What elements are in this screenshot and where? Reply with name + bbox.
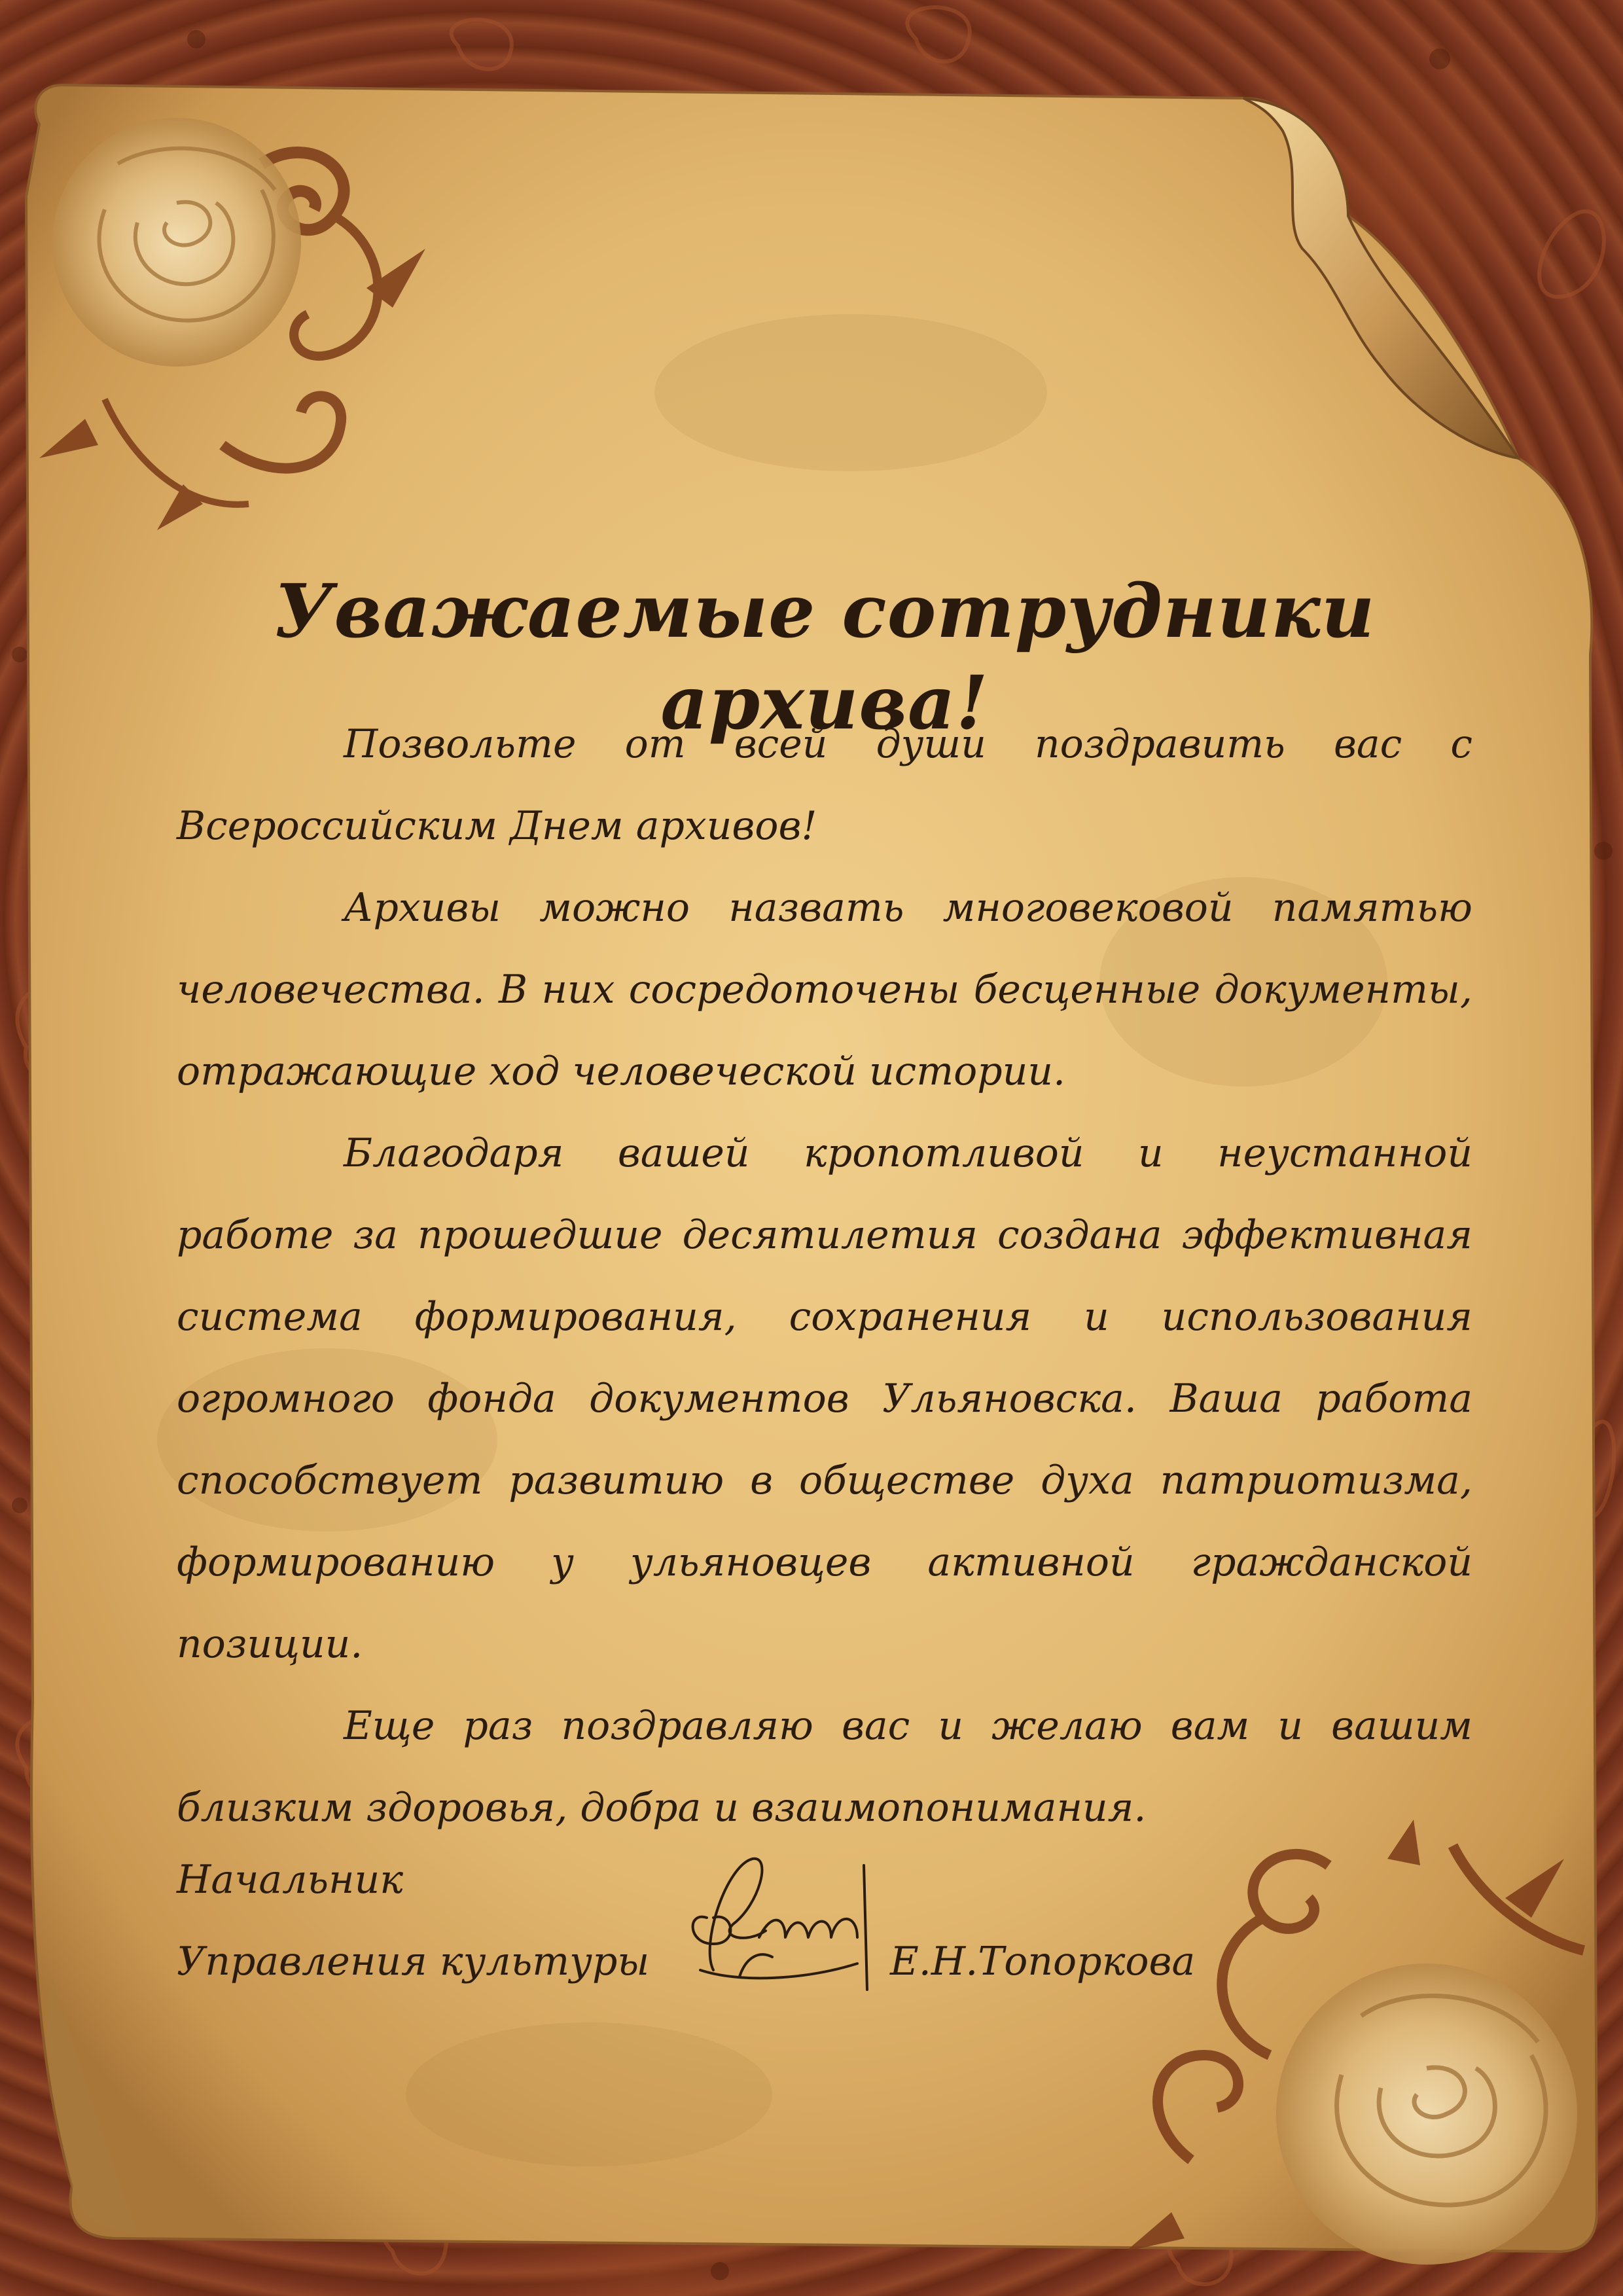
letter-greeting: Уважаемые сотрудники архива!	[274, 569, 1376, 747]
letter-body	[177, 704, 1472, 1849]
signature-block	[177, 1839, 1472, 2036]
signer-department: Управления культуры	[177, 1939, 650, 1984]
letter-paragraph: Благодаря вашей кропотливой и неустанной работе за прошедшие десятилетия создана эффективная система формирования, сохранения и использования огромного фонда документов Ульяновска. Ваша работа способствует развитию в обществе духа патриотизма, формированию у ульяновцев активной гражданской позиции.	[177, 1130, 1472, 1667]
letter-paragraph: Позвольте от всей души поздравить вас с Всероссийским Днем архивов!	[177, 721, 1472, 849]
signer-position: Начальник	[177, 1857, 404, 1903]
handwritten-signature	[661, 1839, 910, 2009]
congratulation-letter	[177, 0, 1472, 2296]
letter-paragraph: Еще раз поздравляю вас и желаю вам и вашим близким здоровья, добра и взаимопонимания.	[177, 1703, 1472, 1831]
signer-name: Е.Н.Топоркова	[890, 1939, 1196, 1984]
letter-paragraph: Архивы можно назвать многовековой памятью человечества. В них сосредоточены бесценные документы, отражающие ход человеческой истории.	[177, 885, 1472, 1094]
